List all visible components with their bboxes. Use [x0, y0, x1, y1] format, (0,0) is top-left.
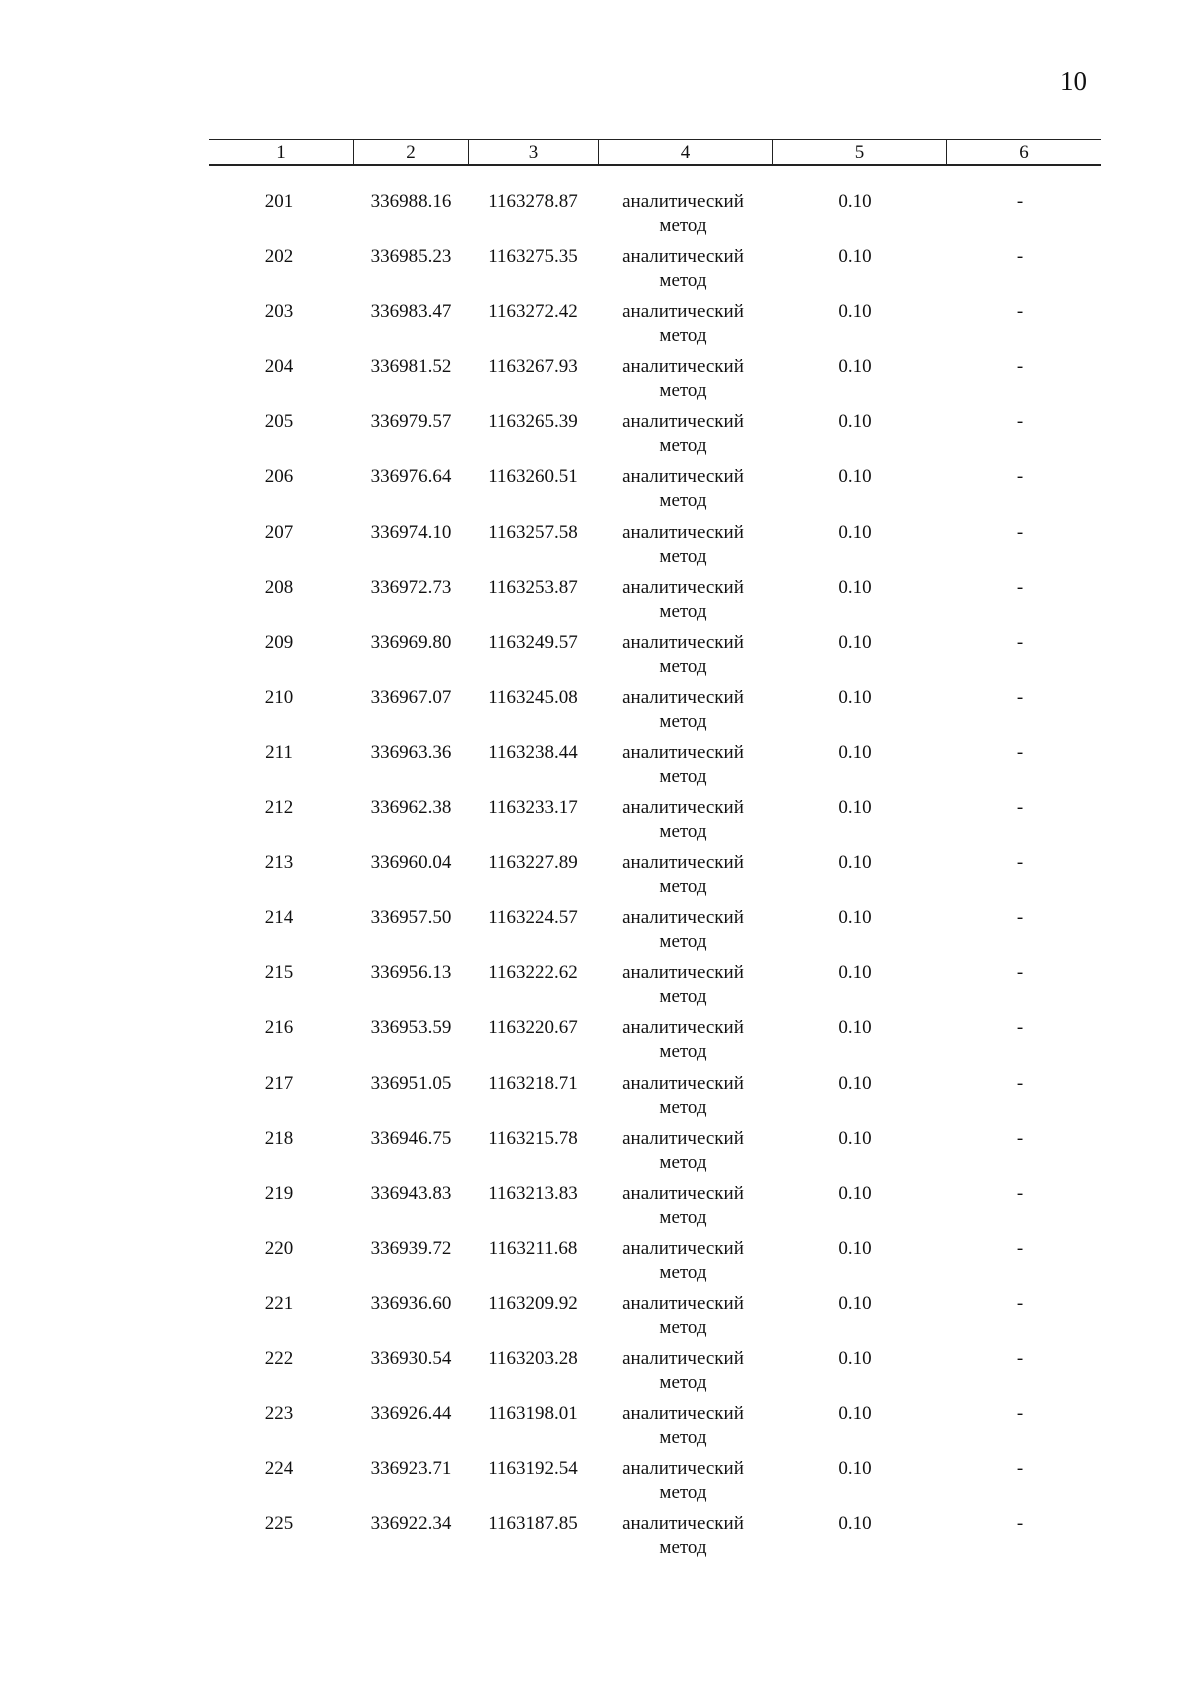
accuracy-value: 0.10	[838, 962, 872, 984]
accuracy-value: 0.10	[838, 1182, 872, 1204]
coordinate-x: 336926.44	[370, 1403, 452, 1425]
method-cell	[600, 521, 766, 569]
table-row	[0, 851, 1200, 906]
method-line-2: метод	[659, 821, 707, 843]
method-line-2: метод	[659, 1096, 707, 1118]
coordinate-x: 336957.50	[370, 907, 452, 929]
coordinate-y: 1163249.57	[488, 631, 578, 653]
coordinate-x: 336972.73	[370, 576, 452, 598]
accuracy-value: 0.10	[838, 1237, 872, 1259]
table-row	[0, 355, 1200, 410]
method-line-2: метод	[659, 765, 707, 787]
point-number: 208	[264, 576, 294, 598]
table-row	[0, 796, 1200, 851]
point-number: 201	[264, 191, 294, 212]
table-row	[0, 190, 1200, 245]
point-number: 213	[264, 852, 294, 874]
method-line-2: метод	[659, 490, 707, 512]
coordinate-y: 1163278.87	[488, 191, 578, 212]
note-value: -	[1016, 576, 1024, 598]
point-number: 224	[264, 1458, 294, 1480]
coordinate-y: 1163187.85	[488, 1513, 578, 1535]
point-number: 215	[264, 962, 294, 984]
method-line-1: аналитический	[622, 962, 744, 984]
table-row	[0, 961, 1200, 1016]
method-cell	[600, 355, 766, 403]
note-value: -	[1016, 246, 1024, 268]
table-row	[0, 410, 1200, 465]
table-row	[0, 1457, 1200, 1512]
table-row	[0, 521, 1200, 576]
accuracy-value: 0.10	[838, 852, 872, 874]
coordinate-x: 336922.34	[370, 1513, 452, 1535]
method-line-2: метод	[659, 545, 707, 567]
method-cell	[600, 851, 766, 899]
accuracy-value: 0.10	[838, 576, 872, 598]
coordinate-x: 336962.38	[370, 797, 452, 819]
method-line-1: аналитический	[622, 191, 744, 212]
point-number: 212	[264, 797, 294, 819]
point-number: 202	[264, 246, 294, 268]
point-number: 203	[264, 301, 294, 323]
method-line-1: аналитический	[622, 466, 744, 488]
coordinate-x: 336969.80	[370, 631, 452, 653]
note-value: -	[1016, 411, 1024, 433]
point-number: 204	[264, 356, 294, 378]
coordinate-x: 336976.64	[370, 466, 452, 488]
coordinate-y: 1163260.51	[488, 466, 578, 488]
table-row	[0, 1402, 1200, 1457]
note-value: -	[1016, 191, 1024, 212]
method-cell	[600, 1127, 766, 1175]
coordinate-y: 1163233.17	[488, 797, 578, 819]
coordinate-y: 1163192.54	[488, 1458, 578, 1480]
method-line-2: метод	[659, 655, 707, 677]
coordinate-y: 1163238.44	[488, 741, 578, 763]
method-cell	[600, 961, 766, 1009]
coordinate-y: 1163227.89	[488, 852, 578, 874]
point-number: 219	[264, 1182, 294, 1204]
method-cell	[600, 1016, 766, 1064]
method-line-1: аналитический	[622, 1292, 744, 1314]
table-row	[0, 741, 1200, 796]
coordinate-x: 336939.72	[370, 1237, 452, 1259]
note-value: -	[1016, 521, 1024, 543]
method-cell	[600, 1292, 766, 1340]
method-cell	[600, 1182, 766, 1230]
method-cell	[600, 576, 766, 624]
method-cell	[600, 906, 766, 954]
coordinate-y: 1163211.68	[488, 1237, 578, 1259]
coordinate-y: 1163272.42	[488, 301, 578, 323]
method-line-2: метод	[659, 1151, 707, 1173]
note-value: -	[1016, 1182, 1024, 1204]
method-line-1: аналитический	[622, 1403, 744, 1425]
method-line-2: метод	[659, 876, 707, 898]
method-line-2: метод	[659, 931, 707, 953]
note-value: -	[1016, 907, 1024, 929]
accuracy-value: 0.10	[838, 191, 872, 212]
method-line-2: метод	[659, 710, 707, 732]
method-line-1: аналитический	[622, 797, 744, 819]
coordinate-x: 336953.59	[370, 1017, 452, 1039]
method-line-1: аналитический	[622, 521, 744, 543]
method-cell	[600, 410, 766, 458]
method-cell	[600, 1457, 766, 1505]
coordinate-x: 336967.07	[370, 686, 452, 708]
method-line-1: аналитический	[622, 631, 744, 653]
coordinate-x: 336983.47	[370, 301, 452, 323]
coordinate-y: 1163209.92	[488, 1292, 578, 1314]
point-number: 210	[264, 686, 294, 708]
table-row	[0, 906, 1200, 961]
point-number: 206	[264, 466, 294, 488]
point-number: 222	[264, 1347, 294, 1369]
coordinate-y: 1163198.01	[488, 1403, 578, 1425]
coordinate-y: 1163220.67	[488, 1017, 578, 1039]
table-row	[0, 1292, 1200, 1347]
note-value: -	[1016, 962, 1024, 984]
table-row	[0, 245, 1200, 300]
method-line-2: метод	[659, 1371, 707, 1393]
method-line-2: метод	[659, 1537, 707, 1559]
note-value: -	[1016, 1292, 1024, 1314]
point-number: 217	[264, 1072, 294, 1094]
column-header-2: 2	[406, 142, 416, 163]
accuracy-value: 0.10	[838, 1513, 872, 1535]
method-cell	[600, 1237, 766, 1285]
accuracy-value: 0.10	[838, 301, 872, 323]
accuracy-value: 0.10	[838, 466, 872, 488]
method-line-1: аналитический	[622, 1237, 744, 1259]
note-value: -	[1016, 356, 1024, 378]
method-line-1: аналитический	[622, 1072, 744, 1094]
table-header	[209, 139, 1101, 166]
method-line-1: аналитический	[622, 356, 744, 378]
coordinate-y: 1163213.83	[488, 1182, 578, 1204]
method-line-1: аналитический	[622, 1017, 744, 1039]
note-value: -	[1016, 852, 1024, 874]
method-cell	[600, 741, 766, 789]
accuracy-value: 0.10	[838, 1072, 872, 1094]
coordinate-x: 336946.75	[370, 1127, 452, 1149]
point-number: 211	[265, 741, 293, 763]
method-cell	[600, 190, 766, 238]
note-value: -	[1016, 686, 1024, 708]
method-line-1: аналитический	[622, 852, 744, 874]
coordinate-x: 336923.71	[370, 1458, 452, 1480]
method-line-2: метод	[659, 1482, 707, 1504]
table-row	[0, 1237, 1200, 1292]
point-number: 221	[264, 1292, 294, 1314]
point-number: 216	[264, 1017, 294, 1039]
coordinate-y: 1163275.35	[488, 246, 578, 268]
accuracy-value: 0.10	[838, 1458, 872, 1480]
method-cell	[600, 796, 766, 844]
accuracy-value: 0.10	[838, 797, 872, 819]
coordinate-x: 336936.60	[370, 1292, 452, 1314]
coordinate-y: 1163257.58	[488, 521, 578, 543]
table-row	[0, 576, 1200, 631]
note-value: -	[1016, 466, 1024, 488]
accuracy-value: 0.10	[838, 356, 872, 378]
note-value: -	[1016, 1513, 1024, 1535]
method-cell	[600, 1402, 766, 1450]
point-number: 205	[264, 411, 294, 433]
accuracy-value: 0.10	[838, 1292, 872, 1314]
note-value: -	[1016, 1403, 1024, 1425]
method-line-1: аналитический	[622, 246, 744, 268]
method-line-1: аналитический	[622, 1513, 744, 1535]
method-line-2: метод	[659, 1206, 707, 1228]
method-cell	[600, 1072, 766, 1120]
accuracy-value: 0.10	[838, 1017, 872, 1039]
accuracy-value: 0.10	[838, 1127, 872, 1149]
point-number: 220	[264, 1237, 294, 1259]
coordinate-x: 336930.54	[370, 1347, 452, 1369]
table-row	[0, 465, 1200, 520]
coordinate-y: 1163265.39	[488, 411, 578, 433]
method-line-2: метод	[659, 600, 707, 622]
coordinate-y: 1163215.78	[488, 1127, 578, 1149]
note-value: -	[1016, 1017, 1024, 1039]
note-value: -	[1016, 797, 1024, 819]
point-number: 207	[264, 521, 294, 543]
coordinate-x: 336981.52	[370, 356, 452, 378]
note-value: -	[1016, 1237, 1024, 1259]
table-row	[0, 1347, 1200, 1402]
table-row	[0, 1072, 1200, 1127]
point-number: 223	[264, 1403, 294, 1425]
table-row	[0, 631, 1200, 686]
column-header-4: 4	[680, 142, 691, 163]
coordinate-y: 1163222.62	[488, 962, 578, 984]
table-row	[0, 1127, 1200, 1182]
method-line-2: метод	[659, 380, 707, 402]
table-body	[0, 190, 1200, 1567]
note-value: -	[1016, 741, 1024, 763]
method-line-2: метод	[659, 325, 707, 347]
table-row	[0, 686, 1200, 741]
point-number: 214	[264, 907, 294, 929]
method-cell	[600, 1347, 766, 1395]
accuracy-value: 0.10	[838, 741, 872, 763]
accuracy-value: 0.10	[838, 411, 872, 433]
accuracy-value: 0.10	[838, 907, 872, 929]
note-value: -	[1016, 1072, 1024, 1094]
coordinate-y: 1163253.87	[488, 576, 578, 598]
column-header-5: 5	[854, 142, 865, 163]
coordinate-x: 336956.13	[370, 962, 452, 984]
method-line-2: метод	[659, 1316, 707, 1338]
method-line-1: аналитический	[622, 686, 744, 708]
accuracy-value: 0.10	[838, 686, 872, 708]
method-cell	[600, 465, 766, 513]
coordinate-x: 336963.36	[370, 741, 452, 763]
method-line-1: аналитический	[622, 411, 744, 433]
method-line-1: аналитический	[622, 1458, 744, 1480]
table-row	[0, 1182, 1200, 1237]
method-line-2: метод	[659, 270, 707, 292]
accuracy-value: 0.10	[838, 631, 872, 653]
page-number: 10	[1060, 66, 1087, 96]
method-line-2: метод	[659, 1041, 707, 1063]
table-row	[0, 1016, 1200, 1071]
coordinate-x: 336960.04	[370, 852, 452, 874]
method-line-1: аналитический	[622, 907, 744, 929]
method-cell	[600, 631, 766, 679]
method-cell	[600, 245, 766, 293]
method-cell	[600, 300, 766, 348]
note-value: -	[1016, 1127, 1024, 1149]
method-line-1: аналитический	[622, 1182, 744, 1204]
coordinate-x: 336988.16	[370, 191, 452, 212]
method-line-1: аналитический	[622, 576, 744, 598]
method-line-2: метод	[659, 986, 707, 1008]
column-header-3: 3	[528, 142, 539, 163]
coordinate-x: 336979.57	[370, 411, 452, 433]
note-value: -	[1016, 301, 1024, 323]
note-value: -	[1016, 1458, 1024, 1480]
point-number: 225	[264, 1513, 294, 1535]
accuracy-value: 0.10	[838, 246, 872, 268]
coordinate-y: 1163224.57	[488, 907, 578, 929]
note-value: -	[1016, 631, 1024, 653]
method-line-1: аналитический	[622, 1127, 744, 1149]
point-number: 218	[264, 1127, 294, 1149]
column-header-6: 6	[1019, 142, 1029, 163]
accuracy-value: 0.10	[838, 1403, 872, 1425]
method-cell	[600, 686, 766, 734]
table-row	[0, 1512, 1200, 1567]
column-header-1: 1	[276, 142, 286, 163]
coordinate-x: 336943.83	[370, 1182, 452, 1204]
method-cell	[600, 1512, 766, 1560]
method-line-1: аналитический	[622, 1347, 744, 1369]
point-number: 209	[264, 631, 294, 653]
coordinate-y: 1163218.71	[488, 1072, 578, 1094]
coordinate-y: 1163203.28	[488, 1347, 578, 1369]
accuracy-value: 0.10	[838, 521, 872, 543]
coordinate-x: 336985.23	[370, 246, 452, 268]
method-line-2: метод	[659, 215, 707, 236]
method-line-2: метод	[659, 1261, 707, 1283]
coordinate-x: 336974.10	[370, 521, 452, 543]
accuracy-value: 0.10	[838, 1347, 872, 1369]
coordinate-y: 1163245.08	[488, 686, 578, 708]
method-line-2: метод	[659, 1427, 707, 1449]
method-line-2: метод	[659, 435, 707, 457]
table-row	[0, 300, 1200, 355]
method-line-1: аналитический	[622, 741, 744, 763]
method-line-1: аналитический	[622, 301, 744, 323]
coordinate-y: 1163267.93	[488, 356, 578, 378]
coordinate-x: 336951.05	[370, 1072, 452, 1094]
note-value: -	[1016, 1347, 1024, 1369]
